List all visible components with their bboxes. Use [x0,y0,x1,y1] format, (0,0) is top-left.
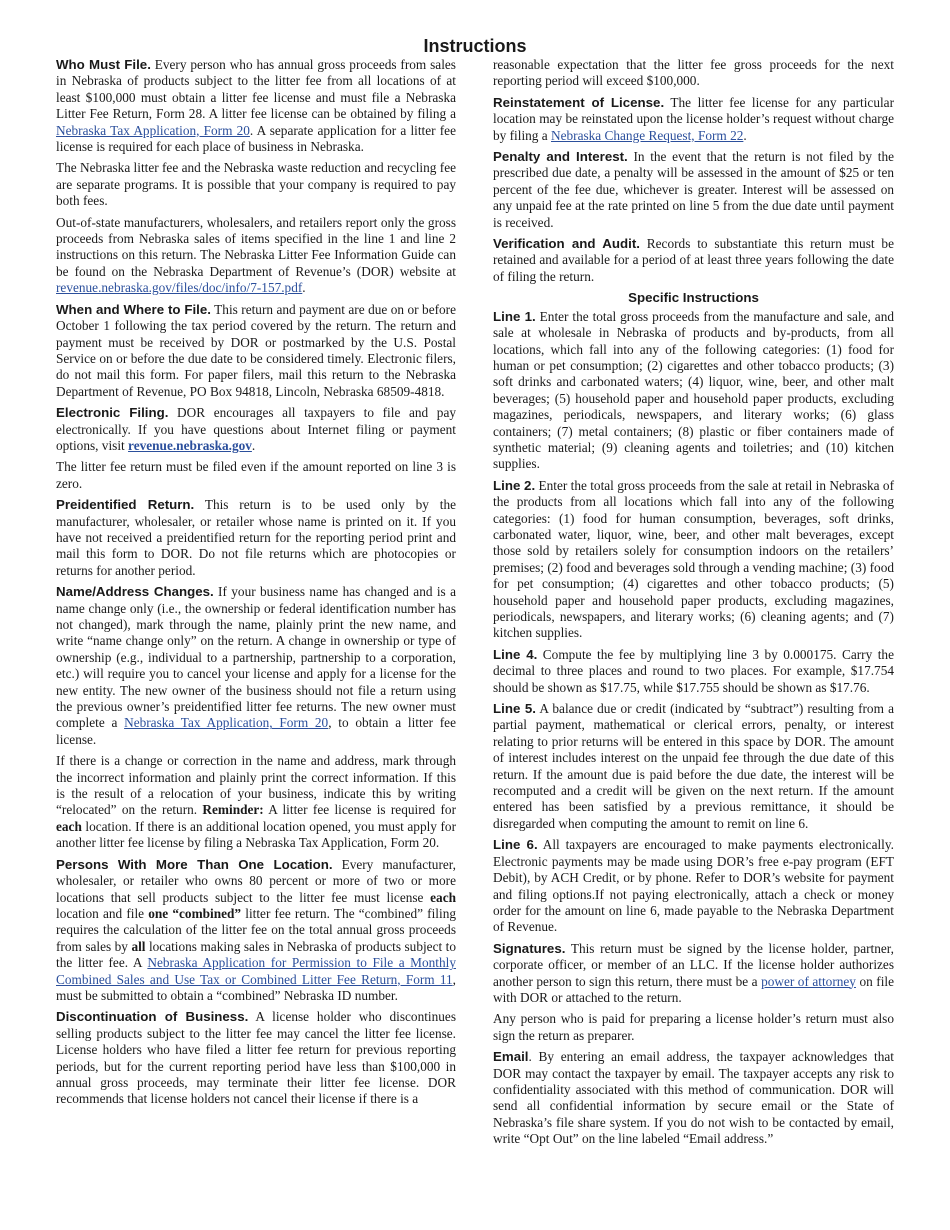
penalty-heading: Penalty and Interest. [493,149,628,165]
signatures-paragraph: Signatures. This return must be signed by the license holder, partner, corporate officer, or member of an LLC. If the license holder authorizes another person to sign this return, there must be a power of attorney on file with DOR or attached to the return. [493,940,894,1005]
revenue-website-link[interactable]: revenue.nebraska.gov [128,437,252,453]
multiple-locations-paragraph: Persons With More Than One Location. Every manufacturer, wholesaler, or retailer who owns 80 percent or more of two or more locations that sell products subject to the litter fee must license each location and file one “combined” litter fee return. The “combined” filing requires the calculation of the litter fee on the total annual gross proceeds from sales by all locations making sales in Nebraska of products subject to the litter fee. A Nebraska Application for Permission to File a Monthly Combined Sales and Use Tax or Combined Litter Fee Return, Form 11, must be submitted to obtain a “combined” Nebraska ID number. [56,856,457,1003]
correction-paragraph: If there is a change or correction in the name and address, mark through the incorrect information and plainly print the correct information. If this is the result of a relocation of your business, indicate this by writing “relocated” on the return. Reminder: A litter fee license is required for each location. If there is an additional location opened, you must apply for another litter fee license by filing a Nebraska Tax Application, Form 20. [56,753,457,851]
power-of-attorney-link[interactable]: power of attorney [761,973,856,989]
out-of-state-paragraph: Out-of-state manufacturers, wholesalers, and retailers report only the gross proceeds from Nebraska sales of items specified in the line 1 and line 2 instructions on this return. The Nebraska Litter Fee Information Guide can be found on the Nebraska Department of Revenue’s (DOR) website at revenue.nebraska.gov/files/doc/info/7-157.pdf. [56,214,456,296]
discontinuation-paragraph: Discontinuation of Business. A license holder who discontinues selling products subject to the litter fee may cancel the litter fee license. License holders who have filed a litter fee return for previous reporting periods, but for the current reporting period have less than $100,000 in annual gross proceeds, may terminate their litter fee license. DOR recommends that license holders not cancel their license if there is a [56,1009,456,1107]
form-22-link[interactable]: Nebraska Change Request, Form 22 [550,127,744,143]
preparer-paragraph: Any person who is paid for preparing a license holder’s return must also sign the return as preparer. [493,1011,894,1043]
reinstatement-paragraph: Reinstatement of License. The litter fee license for any particular location may be reinstated upon the license holder’s request without charge by filing a Nebraska Change Request, Form 22. [493,94,894,143]
preidentified-heading: Preidentified Return. [56,497,195,513]
email-paragraph: Email. By entering an email address, the taxpayer acknowledges that DOR may contact the taxpayer by email. The taxpayer accepts any risk to confidentiality associated with this method of communication. DOR will send all confidential information by secure email or the State of Nebraska’s file share system. If you do not wish to be contacted by email, write “Opt Out” on the line labeled “Email address.” [493,1049,894,1147]
multiple-locations-heading: Persons With More Than One Location. [56,856,333,872]
preidentified-paragraph: Preidentified Return. This return is to be used only by the manufacturer, wholesaler, or retailer whose name is printed on it. If you have not received a preidentified return for the reporting period print and mail this form to DOR. Do not file returns which are photocopies or returns for another period. [56,497,456,578]
email-heading: Email [493,1049,529,1065]
signatures-heading: Signatures. [493,940,566,956]
name-address-paragraph: Name/Address Changes. If your business name has changed and is a name change only (i.e., the ownership or federal identification number has not changed), mark through the name, plainly print the new name, and write “name change only” on the return. A change in ownership or type of ownership (e.g., individual to a partnership, partnership to a corporation, etc.) will require you to cancel your license and apply for a license for the new entity. The new owner of the business should not file a return using the previous owner’s preidentified litter fee returns. The new owner must complete a Nebraska Tax Application, Form 20, to obtain a litter fee license. [56,584,456,747]
when-where-paragraph: When and Where to File. This return and payment are due on or before October 1 following the tax period covered by the return. The return and payment must be received by DOR or postmarked by the U.S. Postal Service on or before the due date to be considered timely. Electronic filers, do not mail this form. For paper filers, mail this return to the Nebraska Department of Revenue, PO Box 94818, Lincoln, Nebraska 68509-4818. [56,301,456,399]
form-11-link[interactable]: Nebraska Application for Permission to File a Monthly Combined Sales and Use Tax or Combined Litter Fee Return, Form 11 [56,955,456,987]
form-20-link-2[interactable]: Nebraska Tax Application, Form 20 [124,715,329,731]
line-6-paragraph: Line 6. All taxpayers are encouraged to make payments electronically. Electronic payments may be made using DOR’s free e-pay program (EFT Debit), by ACH Credit, or by phone. Refer to DOR’s website for payment and filing options.If not paying electronically, attach a check or money order for the amount on line 6, made payable to the Nebraska Department of Revenue. [493,837,894,935]
electronic-filing-heading: Electronic Filing. [56,405,169,421]
name-address-heading: Name/Address Changes. [56,584,214,600]
right-column [493,57,894,1153]
line-5-paragraph: Line 5. A balance due or credit (indicated by “subtract”) resulting from a partial payment, mathematical or clerical errors, penalty, or interest relating to prior returns will be entered in this space by DOR. The amount of interest includes interest on the unpaid fee through the due date of this return. If the amount due is paid before the due date, the interest will be recomputed and a credit will be given on the next return. If the amount entered has been satisfied by a previous remittance, it should be disregarded when computing the amount to remit on line 6. [493,701,894,831]
line-4-paragraph: Line 4. Compute the fee by multiplying line 3 by 0.000175. Carry the decimal to three places and round to two places. For example, $17.754 should be shown as $17.75, while $17.755 should be shown as $17.76. [493,646,894,695]
penalty-paragraph: Penalty and Interest. In the event that the return is not filed by the prescribed due date, a penalty will be assessed in the amount of $25 or ten percent of the fee due, whichever is greater. Interest will be assessed on any unpaid fee at the rate printed on line 5 from the due date until payment is received. [493,149,894,230]
info-guide-link[interactable]: revenue.nebraska.gov/files/doc/info/7-157.pdf [56,280,303,296]
form-20-link[interactable]: Nebraska Tax Application, Form 20 [56,122,250,138]
verification-paragraph: Verification and Audit. Records to substantiate this return must be retained and available for a period of at least three years following the date of filing the return. [493,236,894,284]
page-title: Instructions [423,36,527,56]
discontinuation-heading: Discontinuation of Business. [56,1009,249,1025]
line-2-paragraph: Line 2. Enter the total gross proceeds from the sale at retail in Nebraska of the products from all locations which fall into any of the following categories: (1) food for human consumption, beverages, soft drinks, carbonated water, liquor, wine, beer, and other malt beverages, except those sold by retailers solely for consumption indoors on the retailers’ premises; (2) food and beverages sold through a vending machine; (3) food for pet consumption; (4) cigarettes and other tobacco products; (5) household paper and household paper products, excluding magazines, periodicals, newspapers, and literary works; (6) cleaning agents; and (7) kitchen supplies. [493,477,894,641]
specific-instructions-heading: Specific Instructions [628,290,759,306]
electronic-filing-paragraph: Electronic Filing. DOR encourages all taxpayers to file and pay electronically. If you have questions about Internet filing or payment options, visit revenue.nebraska.gov. [56,405,456,453]
verification-heading: Verification and Audit. [493,236,640,252]
line-2-heading: Line 2. [493,477,536,493]
zero-amount-paragraph: The litter fee return must be filed even if the amount reported on line 3 is zero. [56,459,456,491]
when-where-heading: When and Where to File. [56,301,211,317]
who-must-file-paragraph: Who Must File. Every person who has annual gross proceeds from sales in Nebraska of products subject to the litter fee from all locations of at least $100,000 must obtain a litter fee license and must file a Nebraska Litter Fee Return, Form 28. A litter fee license can be obtained by filing a Nebraska Tax Application, Form 20. A separate application for a litter fee license is required for each place of business in Nebraska. [56,57,456,155]
line-1-heading: Line 1. [493,308,536,324]
who-must-file-heading: Who Must File. [56,57,151,72]
left-column [56,57,456,1113]
line-6-heading: Line 6. [493,837,538,853]
separate-programs-paragraph: The Nebraska litter fee and the Nebraska waste reduction and recycling fee are separate programs. It is possible that your company is required to pay both fees. [56,160,456,209]
reinstatement-heading: Reinstatement of License. [493,94,665,110]
continuation-paragraph: reasonable expectation that the litter fee gross proceeds for the next reporting period will exceed $100,000. [493,57,894,89]
line-1-paragraph: Line 1. Enter the total gross proceeds from the manufacture and sale, and sale at wholesale in Nebraska of products and by-products, from all locations, which fall into any of the following categories: (1) food for human or pet consumption; (2) cigarettes and other tobacco products; (3) soft drinks and carbonated waters; (4) liquor, wine, beer, and other malt beverages; (5) household paper and household paper products, excluding magazines, periodicals, newspapers, and literary works; (6) glass containers; (7) metal containers; (8) plastic or fiber containers made of synthetic material; (9) cleaning agents and toiletries; and (10) kitchen supplies. [493,308,894,472]
line-5-heading: Line 5. [493,701,536,717]
line-4-heading: Line 4. [493,646,538,662]
